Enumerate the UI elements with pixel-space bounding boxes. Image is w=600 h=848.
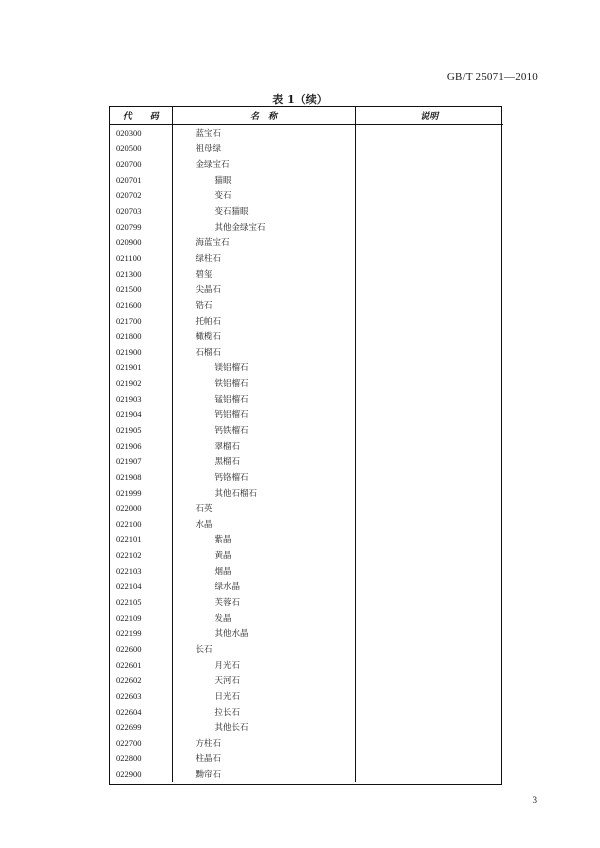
- row-name: 祖母绿: [172, 141, 355, 157]
- row-code: 022103: [110, 563, 172, 579]
- row-note: [355, 626, 503, 642]
- row-note: [355, 657, 503, 673]
- table-row: [110, 219, 503, 235]
- table-row: [110, 297, 503, 313]
- row-note: [355, 688, 503, 704]
- row-name: 托帕石: [172, 313, 355, 329]
- table-row: [110, 704, 503, 720]
- row-note: [355, 485, 503, 501]
- row-note: [355, 438, 503, 454]
- column-header-name: 名 称: [172, 107, 355, 125]
- table-row: [110, 375, 503, 391]
- table-row: [110, 125, 503, 141]
- row-name: 日光石: [172, 688, 355, 704]
- table-row: [110, 203, 503, 219]
- row-note: [355, 375, 503, 391]
- row-code: 021800: [110, 328, 172, 344]
- row-name: 其他水晶: [172, 626, 355, 642]
- row-name: 拉长石: [172, 704, 355, 720]
- row-note: [355, 766, 503, 782]
- row-note: [355, 610, 503, 626]
- table-row: [110, 141, 503, 157]
- row-code: 022602: [110, 672, 172, 688]
- row-code: 022101: [110, 532, 172, 548]
- table-row: [110, 719, 503, 735]
- row-code: 021100: [110, 250, 172, 266]
- table-row: [110, 516, 503, 532]
- row-note: [355, 203, 503, 219]
- row-name: 海蓝宝石: [172, 234, 355, 250]
- row-code: 022603: [110, 688, 172, 704]
- row-name: 黄晶: [172, 547, 355, 563]
- row-note: [355, 313, 503, 329]
- table-row: [110, 422, 503, 438]
- row-note: [355, 594, 503, 610]
- table-row: [110, 594, 503, 610]
- column-header-note: 说明: [355, 107, 503, 125]
- row-name: 钙铬榴石: [172, 469, 355, 485]
- row-code: 022100: [110, 516, 172, 532]
- row-name: 黝帘石: [172, 766, 355, 782]
- table-row: [110, 266, 503, 282]
- row-name: 其他金绿宝石: [172, 219, 355, 235]
- row-code: 022105: [110, 594, 172, 610]
- table-header-row: [110, 107, 503, 125]
- row-name: 绿水晶: [172, 579, 355, 595]
- row-code: 020703: [110, 203, 172, 219]
- table-row: [110, 626, 503, 642]
- standard-code: GB/T 25071—2010: [446, 71, 538, 83]
- row-name: 变石猫眼: [172, 203, 355, 219]
- row-name: 石英: [172, 500, 355, 516]
- table-row: [110, 188, 503, 204]
- row-name: 钙铁榴石: [172, 422, 355, 438]
- row-code: 021500: [110, 281, 172, 297]
- row-note: [355, 266, 503, 282]
- row-code: 021600: [110, 297, 172, 313]
- row-code: 022604: [110, 704, 172, 720]
- table-row: [110, 313, 503, 329]
- row-note: [355, 188, 503, 204]
- table-row: [110, 672, 503, 688]
- row-name: 柱晶石: [172, 751, 355, 767]
- row-note: [355, 125, 503, 141]
- row-code: 022000: [110, 500, 172, 516]
- table-body: [110, 125, 503, 782]
- row-name: 锆石: [172, 297, 355, 313]
- table-row: [110, 438, 503, 454]
- row-code: 020300: [110, 125, 172, 141]
- row-name: 发晶: [172, 610, 355, 626]
- page-number: 3: [532, 795, 537, 805]
- row-code: 020702: [110, 188, 172, 204]
- row-note: [355, 281, 503, 297]
- row-note: [355, 563, 503, 579]
- row-code: 021904: [110, 407, 172, 423]
- table-row: [110, 485, 503, 501]
- table-row: [110, 766, 503, 782]
- row-name: 钙铝榴石: [172, 407, 355, 423]
- row-note: [355, 547, 503, 563]
- row-code: 020900: [110, 234, 172, 250]
- row-name: 猫眼: [172, 172, 355, 188]
- row-name: 金绿宝石: [172, 156, 355, 172]
- row-note: [355, 156, 503, 172]
- row-note: [355, 704, 503, 720]
- row-code: 021908: [110, 469, 172, 485]
- table-row: [110, 156, 503, 172]
- row-note: [355, 297, 503, 313]
- row-note: [355, 219, 503, 235]
- table-row: [110, 610, 503, 626]
- row-code: 020701: [110, 172, 172, 188]
- table-row: [110, 688, 503, 704]
- row-note: [355, 328, 503, 344]
- row-note: [355, 141, 503, 157]
- table-row: [110, 234, 503, 250]
- table-row: [110, 579, 503, 595]
- row-note: [355, 719, 503, 735]
- row-note: [355, 735, 503, 751]
- table-row: [110, 469, 503, 485]
- row-name: 石榴石: [172, 344, 355, 360]
- row-name: 尖晶石: [172, 281, 355, 297]
- row-note: [355, 344, 503, 360]
- row-name: 方柱石: [172, 735, 355, 751]
- row-name: 锰铝榴石: [172, 391, 355, 407]
- row-code: 020500: [110, 141, 172, 157]
- row-note: [355, 407, 503, 423]
- row-note: [355, 250, 503, 266]
- row-note: [355, 234, 503, 250]
- row-name: 芙蓉石: [172, 594, 355, 610]
- row-name: 翠榴石: [172, 438, 355, 454]
- row-code: 021999: [110, 485, 172, 501]
- row-note: [355, 360, 503, 376]
- row-code: 022699: [110, 719, 172, 735]
- row-code: 021905: [110, 422, 172, 438]
- row-code: 021901: [110, 360, 172, 376]
- row-code: 021900: [110, 344, 172, 360]
- table-row: [110, 532, 503, 548]
- row-note: [355, 422, 503, 438]
- table-row: [110, 360, 503, 376]
- row-code: 022700: [110, 735, 172, 751]
- row-name: 天河石: [172, 672, 355, 688]
- row-code: 021903: [110, 391, 172, 407]
- row-note: [355, 751, 503, 767]
- table-row: [110, 735, 503, 751]
- table-row: [110, 328, 503, 344]
- row-note: [355, 172, 503, 188]
- row-name: 烟晶: [172, 563, 355, 579]
- row-note: [355, 641, 503, 657]
- row-code: 022900: [110, 766, 172, 782]
- table-row: [110, 407, 503, 423]
- row-note: [355, 532, 503, 548]
- row-note: [355, 516, 503, 532]
- table-row: [110, 453, 503, 469]
- row-name: 其他石榴石: [172, 485, 355, 501]
- row-name: 紫晶: [172, 532, 355, 548]
- table-row: [110, 172, 503, 188]
- table-row: [110, 281, 503, 297]
- row-code: 021906: [110, 438, 172, 454]
- row-name: 月光石: [172, 657, 355, 673]
- code-table: [109, 106, 502, 785]
- table-row: [110, 547, 503, 563]
- row-note: [355, 672, 503, 688]
- table-row: [110, 751, 503, 767]
- row-name: 镁铝榴石: [172, 360, 355, 376]
- row-code: 022601: [110, 657, 172, 673]
- row-code: 021907: [110, 453, 172, 469]
- row-note: [355, 579, 503, 595]
- table-row: [110, 657, 503, 673]
- row-note: [355, 391, 503, 407]
- row-name: 水晶: [172, 516, 355, 532]
- row-code: 021300: [110, 266, 172, 282]
- row-code: 020700: [110, 156, 172, 172]
- row-note: [355, 500, 503, 516]
- row-note: [355, 469, 503, 485]
- row-code: 021902: [110, 375, 172, 391]
- row-name: 黑榴石: [172, 453, 355, 469]
- row-note: [355, 453, 503, 469]
- table-row: [110, 641, 503, 657]
- row-code: 022104: [110, 579, 172, 595]
- row-name: 变石: [172, 188, 355, 204]
- row-name: 其他长石: [172, 719, 355, 735]
- table-row: [110, 344, 503, 360]
- row-code: 022109: [110, 610, 172, 626]
- row-code: 022102: [110, 547, 172, 563]
- table-row: [110, 391, 503, 407]
- row-code: 021700: [110, 313, 172, 329]
- column-header-code: 代 码: [110, 107, 172, 125]
- table-row: [110, 500, 503, 516]
- row-name: 绿柱石: [172, 250, 355, 266]
- row-code: 022199: [110, 626, 172, 642]
- row-name: 长石: [172, 641, 355, 657]
- row-code: 020799: [110, 219, 172, 235]
- table-row: [110, 563, 503, 579]
- row-name: 橄榄石: [172, 328, 355, 344]
- row-name: 蓝宝石: [172, 125, 355, 141]
- table-row: [110, 250, 503, 266]
- row-code: 022600: [110, 641, 172, 657]
- row-code: 022800: [110, 751, 172, 767]
- table-title: 表 1（续）: [272, 93, 328, 106]
- row-name: 铁铝榴石: [172, 375, 355, 391]
- row-name: 碧玺: [172, 266, 355, 282]
